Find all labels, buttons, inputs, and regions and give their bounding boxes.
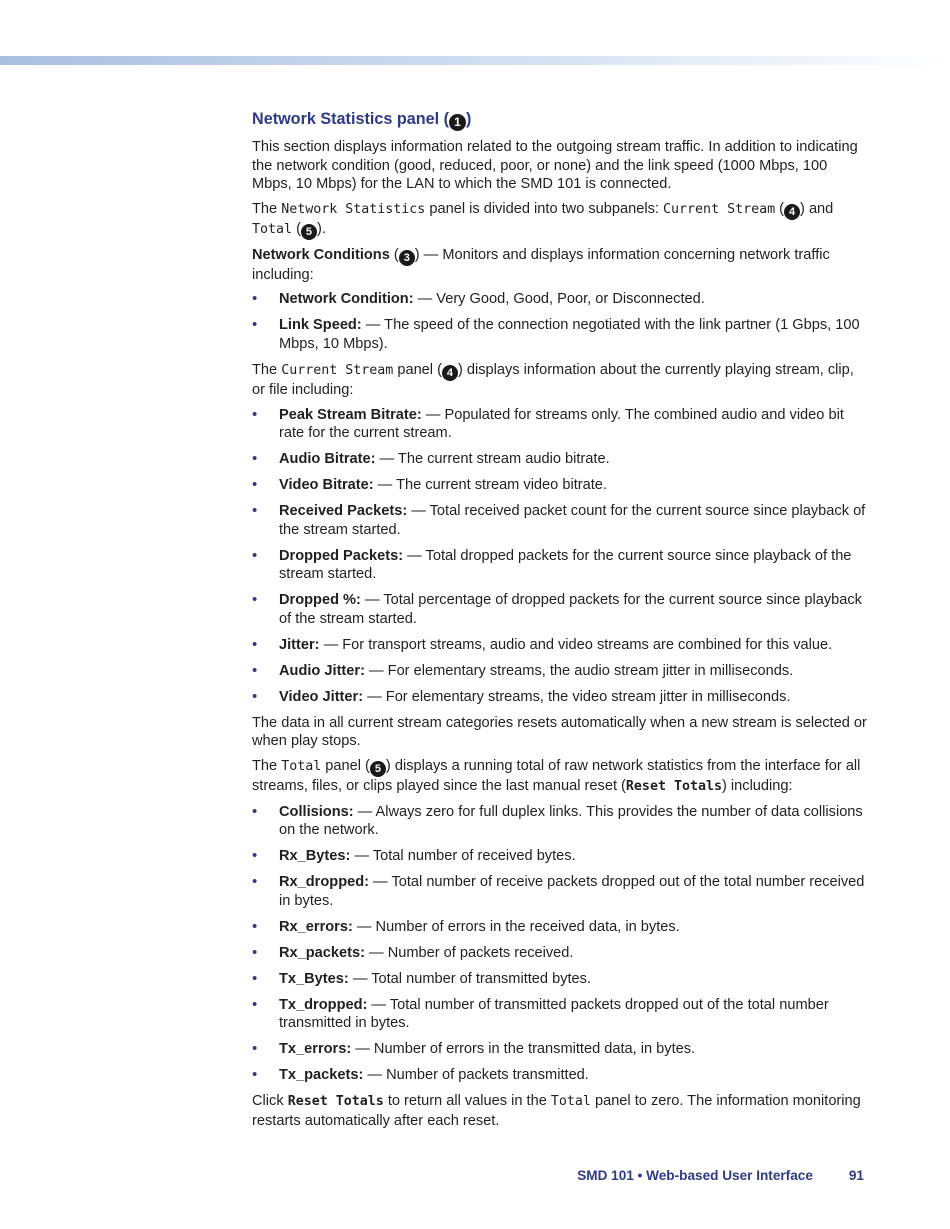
list-item: • Rx_Bytes: — Total number of received bytes. (252, 847, 870, 866)
current-stream-list (252, 406, 870, 707)
callout-5-icon: 5 (301, 224, 317, 240)
list-item: • Audio Bitrate: — The current stream audio bitrate. (252, 450, 870, 469)
intro-paragraph: This section displays information related to the outgoing stream traffic. In addition to indicating the network condition (good, reduced, poor, or none) and the link speed (1000 Mbps, 100 Mbps, 10 Mbps) for the LAN to which the SMD 101 is connected. (252, 139, 858, 193)
current-stream-label: Current Stream (663, 201, 776, 217)
click-note-paragraph: Click Reset Totals to return all values in the Total panel to zero. The information monitoring restarts automatically after each reset. (252, 1093, 861, 1129)
list-item: • Link Speed: — The speed of the connection negotiated with the link partner (1 Gbps, 100 Mbps, 10 Mbps). (252, 316, 870, 353)
callout-5-icon: 5 (370, 761, 386, 777)
list-item: • Jitter: — For transport streams, audio and video streams are combined for this value. (252, 636, 870, 655)
list-item: • Video Jitter: — For elementary streams, the video stream jitter in milliseconds. (252, 688, 870, 707)
list-item: • Rx_errors: — Number of errors in the received data, in bytes. (252, 918, 870, 937)
total-paragraph: The Total panel ( 5 ) displays a running total of raw network statistics from the interface for all streams, files, or clips played since the last manual reset (Reset Totals) including: (252, 757, 861, 794)
total-label: Total (550, 1094, 591, 1110)
list-item: • Received Packets: — Total received packet count for the current source since playback of the stream started. (252, 502, 870, 539)
list-item: • Tx_Bytes: — Total number of transmitted bytes. (252, 970, 870, 989)
reset-totals-label: Reset Totals (625, 778, 722, 794)
network-statistics-label: Network Statistics (281, 201, 426, 217)
current-stream-label: Current Stream (281, 362, 394, 378)
network-conditions-list (252, 290, 870, 353)
callout-1-icon: 1 (449, 114, 466, 131)
page-footer (500, 1168, 864, 1183)
total-list (252, 803, 870, 1085)
list-item: • Video Bitrate: — The current stream video bitrate. (252, 476, 870, 495)
total-label: Total (252, 221, 293, 237)
page-content (252, 108, 870, 1136)
footer-title: SMD 101 • Web-based User Interface (577, 1168, 813, 1183)
reset-totals-label: Reset Totals (287, 1094, 384, 1110)
current-stream-paragraph: The Current Stream panel ( 4 ) displays information about the currently playing stream, clip, or file including: (252, 361, 854, 398)
list-item: • Dropped Packets: — Total dropped packets for the current source since playback of the stream started. (252, 547, 870, 584)
page-number: 91 (848, 1168, 864, 1183)
total-label: Total (281, 758, 322, 774)
list-item: • Audio Jitter: — For elementary streams, the audio stream jitter in milliseconds. (252, 662, 870, 681)
network-conditions-paragraph: Network Conditions ( 3 ) — Monitors and displays information concerning network traffic including: (252, 246, 830, 283)
list-item: • Tx_errors: — Number of errors in the transmitted data, in bytes. (252, 1040, 870, 1059)
list-item: • Dropped %: — Total percentage of dropped packets for the current source since playback of the stream started. (252, 591, 870, 628)
list-item: • Tx_packets: — Number of packets transmitted. (252, 1066, 870, 1085)
callout-4-icon: 4 (784, 204, 800, 220)
subpanels-paragraph: The Network Statistics panel is divided into two subpanels: Current Stream ( 4 ) and Total ( 5 ). (252, 200, 834, 238)
list-item: • Collisions: — Always zero for full duplex links. This provides the number of data collisions on the network. (252, 803, 870, 840)
callout-3-icon: 3 (399, 250, 415, 266)
header-band (0, 56, 950, 65)
reset-note-paragraph: The data in all current stream categories resets automatically when a new stream is selected or when play stops. (252, 714, 867, 750)
callout-4-icon: 4 (442, 365, 458, 381)
list-item: • Rx_packets: — Number of packets received. (252, 944, 870, 963)
list-item: • Tx_dropped: — Total number of transmitted packets dropped out of the total number transmitted in bytes. (252, 996, 870, 1033)
list-item: • Rx_dropped: — Total number of receive packets dropped out of the total number received in bytes. (252, 873, 870, 910)
section-heading: Network Statistics panel ( 1 ) (252, 110, 472, 129)
list-item: • Network Condition: — Very Good, Good, Poor, or Disconnected. (252, 290, 870, 309)
list-item: • Peak Stream Bitrate: — Populated for streams only. The combined audio and video bit rate for the current stream. (252, 406, 870, 443)
